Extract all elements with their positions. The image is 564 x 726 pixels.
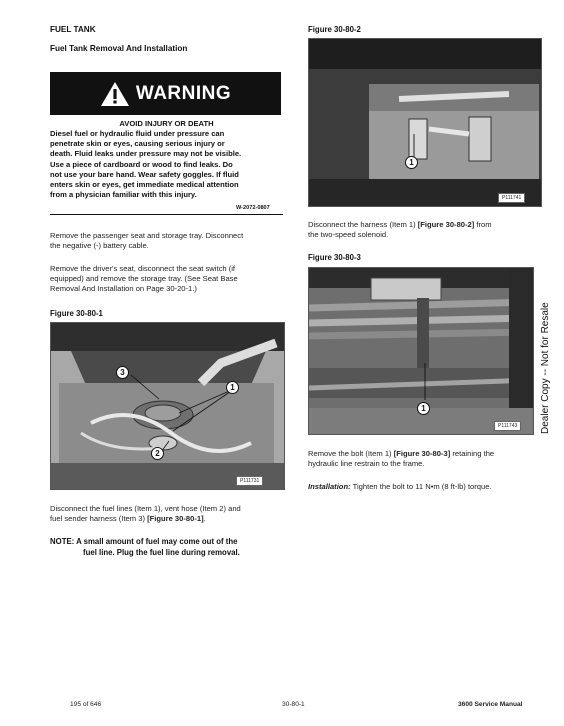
paragraph-5: Remove the bolt (Item 1) [Figure 30-80-3] retaining the hydraulic line restrain to the frame. (308, 449, 495, 468)
paragraph-4: Disconnect the harness (Item 1) [Figure 30-80-2] from the two-speed solenoid. (308, 220, 492, 239)
footer-manual-title: 3600 Service Manual (458, 701, 523, 708)
warning-text: Diesel fuel or hydraulic fluid under pressure can penetrate skin or eyes, causing serious injury or death. Fluid leaks under pressure may not be visible. Use a piece of cardboard or wood to find leaks. Do not use your bare hand. Wear safety goggles. If fluid enters skin or eyes, get immediate medical attention from a physician familiar with this injury. (50, 129, 242, 200)
callout-3: 3 (116, 366, 129, 379)
side-watermark: Dealer Copy -- Not for Resale (540, 302, 551, 434)
figure-2-code: P111741 (498, 193, 525, 203)
figure-3-code: P111743 (494, 421, 521, 431)
figure-2-title: Figure 30-80-2 (308, 25, 361, 34)
note: NOTE: A small amount of fuel may come out of the fuel line. Plug the fuel line during removal. (50, 537, 240, 557)
paragraph-2: Remove the driver's seat, disconnect the seat switch (if equipped) and remove the storage tray. (See Seat Base Removal And Installation on Page 30-20-1.) (50, 264, 238, 293)
paragraph-1: Remove the passenger seat and storage tray. Disconnect the negative (-) battery cable. (50, 231, 244, 250)
figure-3-title: Figure 30-80-3 (308, 253, 361, 262)
figure-1-title: Figure 30-80-1 (50, 309, 103, 318)
fuel-tank-illustration (51, 323, 284, 489)
warning-triangle-icon (100, 81, 130, 107)
footer-page-count: 195 of 646 (70, 701, 102, 708)
subsection-title: Fuel Tank Removal And Installation (50, 44, 188, 53)
warning-heading: AVOID INJURY OR DEATH (119, 119, 214, 128)
callout-2: 2 (151, 447, 164, 460)
warning-banner (50, 72, 281, 115)
warning-label: WARNING (135, 82, 232, 104)
callout-1-fig2: 1 (405, 156, 418, 169)
divider (50, 214, 283, 215)
figure-1-image (50, 322, 285, 490)
solenoid-harness-illustration (309, 39, 541, 206)
figure-2-image (308, 38, 542, 207)
paragraph-3: Disconnect the fuel lines (Item 1), vent hose (Item 2) and fuel sender harness (Item 3) [Figure 30-80-1]. (50, 504, 241, 523)
callout-1-fig3: 1 (417, 402, 430, 415)
footer-page-number: 30-80-1 (282, 701, 305, 708)
section-title: FUEL TANK (50, 25, 96, 34)
warning-code: W-2072-0807 (236, 205, 270, 211)
figure-1-code: P111731 (236, 476, 263, 486)
installation-text: Installation: Tighten the bolt to 11 N•m (8 ft-lb) torque. (308, 482, 492, 491)
callout-1: 1 (226, 381, 239, 394)
